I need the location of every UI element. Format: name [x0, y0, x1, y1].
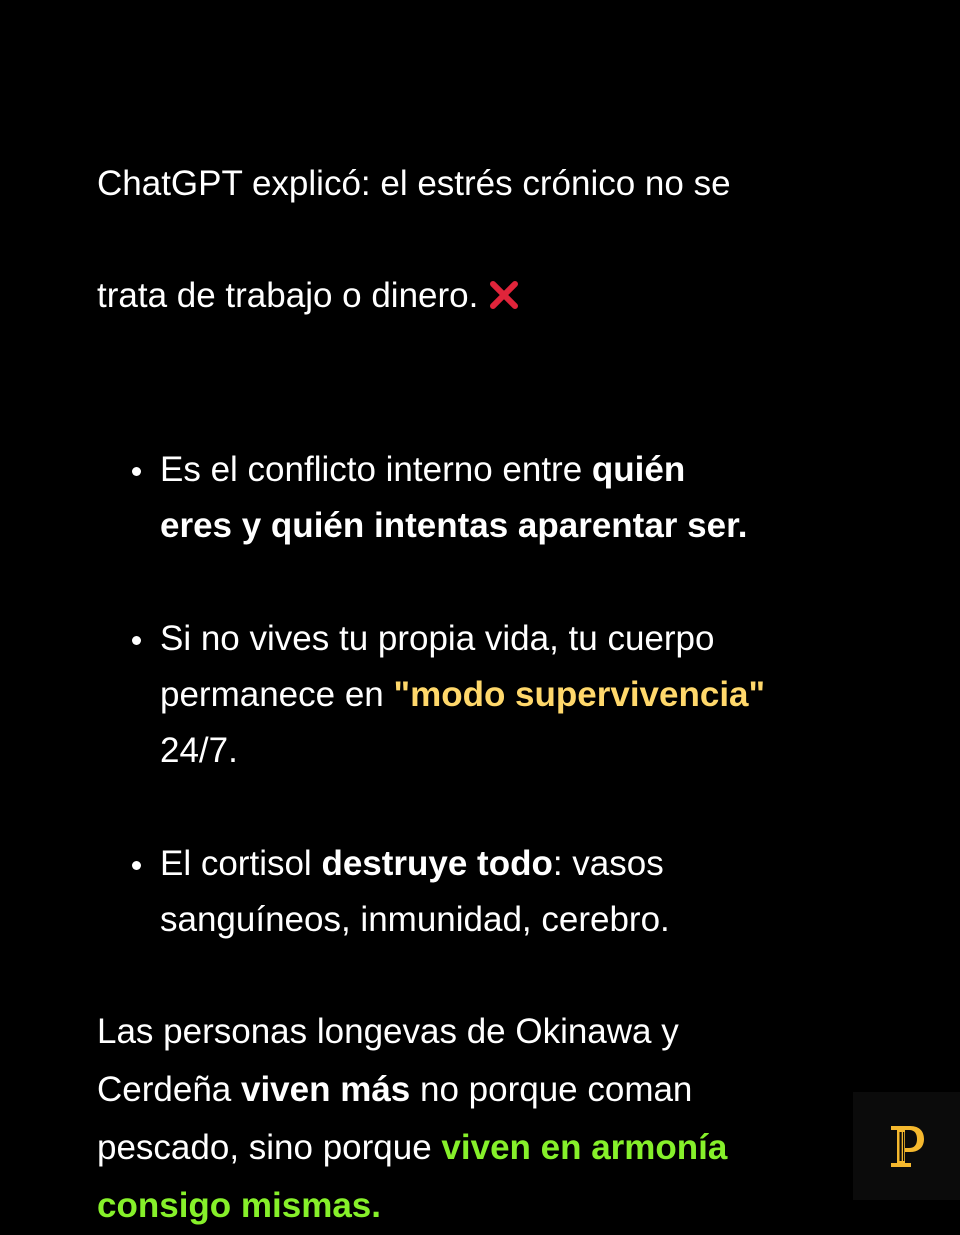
closing-highlight-1: viven en armonía: [441, 1128, 728, 1167]
bullet-1-line-2: eres y quién intentas aparentar ser.: [160, 506, 748, 545]
bullet-1-bold-text: quién: [591, 450, 686, 489]
bullet-list: [97, 442, 897, 948]
bullet-3-text: El cortisol: [160, 844, 322, 883]
red-cross-mark-icon: [488, 272, 520, 304]
bullet-1-line-1: [160, 442, 897, 498]
intro-line-1: ChatGPT explicó: el estrés crónico no se: [97, 164, 731, 203]
bullet-2-line-2: [160, 667, 897, 723]
closing-line-2-pre: Cerdeña: [97, 1070, 241, 1109]
closing-line-3-pre: pescado, sino porque: [97, 1128, 442, 1167]
intro-line-2: [97, 268, 897, 324]
bullet-dot: [132, 467, 141, 476]
bullet-dot: [132, 636, 141, 645]
bullet-2-line-3: 24/7.: [160, 731, 238, 770]
bullet-3-bold-text: destruye todo: [321, 844, 553, 883]
closing-line-4: consigo mismas.: [97, 1186, 381, 1225]
bullet-1-text: Es el conflicto interno entre: [160, 450, 592, 489]
bullet-dot: [132, 861, 141, 870]
slide-content: [97, 100, 897, 1235]
intro-line-2-text: trata de trabajo o dinero.: [97, 276, 479, 315]
bullet-2-line-1: Si no vives tu propia vida, tu cuerpo: [160, 619, 715, 658]
bullet-2-text: permanece en: [160, 675, 394, 714]
closing-line-2: [97, 1061, 897, 1119]
closing-paragraph: [97, 1003, 897, 1235]
intro-paragraph: [97, 100, 897, 380]
closing-line-3: [97, 1119, 897, 1177]
closing-line-2-post: no porque coman: [410, 1070, 693, 1109]
closing-bold-text: viven más: [240, 1070, 411, 1109]
bullet-2-highlight: "modo supervivencia": [393, 675, 766, 714]
list-item: [97, 442, 897, 554]
list-item: [97, 836, 897, 948]
list-item: [97, 611, 897, 779]
closing-line-1: Las personas longevas de Okinawa y: [97, 1012, 679, 1051]
bullet-3-text-post: : vasos: [552, 844, 664, 883]
bullet-3-line-2: sanguíneos, inmunidad, cerebro.: [160, 900, 670, 939]
pillar-p-logo-icon: [853, 1092, 960, 1200]
bullet-3-line-1: [160, 836, 897, 892]
